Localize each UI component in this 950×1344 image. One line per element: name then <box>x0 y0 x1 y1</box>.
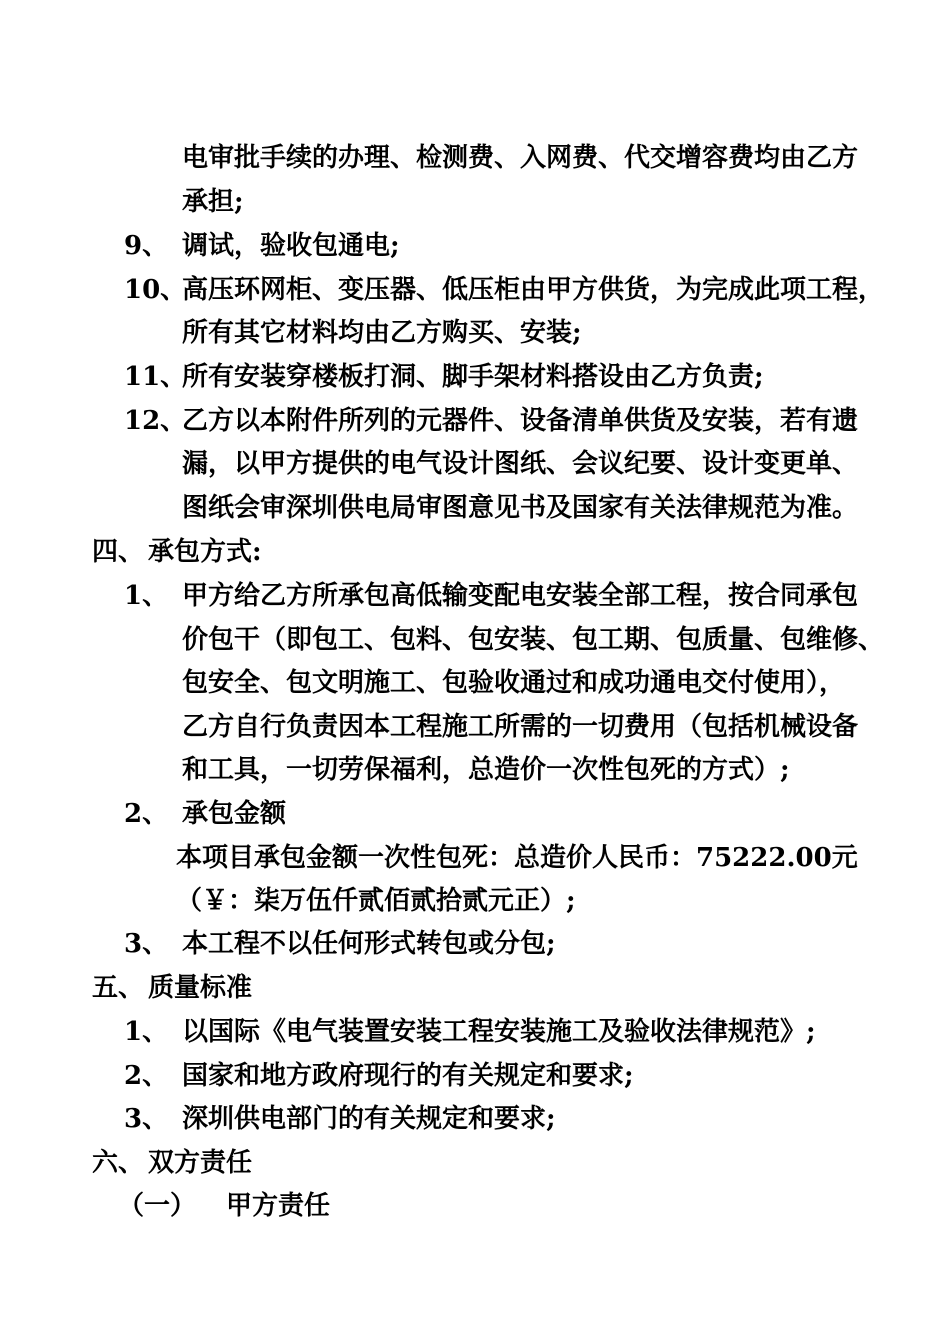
line-text: 承包金额 <box>182 799 287 829</box>
subsection-number: （一） <box>118 1191 197 1221</box>
item-number: 3、 <box>124 1104 169 1134</box>
item-number: 2、 <box>124 1061 169 1091</box>
line-text: 承担; <box>182 187 244 217</box>
section-number: 五、 <box>92 973 145 1003</box>
item-number: 11、 <box>124 362 187 392</box>
item-number: 9、 <box>124 231 169 261</box>
line-text: 本项目承包金额一次性包死：总造价人民币：75222.00元 <box>176 843 858 873</box>
line-text: 高压环网柜、变压器、低压柜由甲方供货，为完成此项工程， <box>182 275 885 305</box>
section-title: 承包方式: <box>148 537 262 567</box>
line-text: 乙方自行负责因本工程施工所需的一切费用（包括机械设备 <box>182 712 859 742</box>
line-text: 价包干（即包工、包料、包安装、包工期、包质量、包维修、 <box>182 625 885 655</box>
section-title: 质量标准 <box>148 973 253 1003</box>
line-text: （￥：柒万伍仟贰佰贰拾贰元正）; <box>176 886 576 916</box>
line-text: 调试，验收包通电; <box>182 231 400 261</box>
line-text: 和工具，一切劳保福利，总造价一次性包死的方式）; <box>182 755 790 785</box>
item-number: 10、 <box>124 275 187 305</box>
line-text: 深圳供电部门的有关规定和要求; <box>182 1104 556 1134</box>
section-number: 四、 <box>92 537 145 567</box>
item-number: 12、 <box>124 406 187 436</box>
line-text: 乙方以本附件所列的元器件、设备清单供货及安装，若有遗 <box>182 406 859 436</box>
item-number: 1、 <box>124 581 169 611</box>
line-text: 漏，以甲方提供的电气设计图纸、会议纪要、设计变更单、 <box>182 449 859 479</box>
line-text: 本工程不以任何形式转包或分包; <box>182 929 556 959</box>
section-title: 双方责任 <box>148 1148 253 1178</box>
section-number: 六、 <box>92 1148 145 1178</box>
item-number: 3、 <box>124 929 169 959</box>
line-text: 电审批手续的办理、检测费、入网费、代交增容费均由乙方 <box>182 143 859 173</box>
subsection-title: 甲方责任 <box>226 1191 331 1221</box>
line-text: 以国际《电气装置安装工程安装施工及验收法律规范》; <box>182 1017 816 1047</box>
line-text: 甲方给乙方所承包高低输变配电安装全部工程，按合同承包 <box>182 581 859 611</box>
item-number: 2、 <box>124 799 169 829</box>
item-number: 1、 <box>124 1017 169 1047</box>
line-text: 所有安装穿楼板打洞、脚手架材料搭设由乙方负责; <box>182 362 764 392</box>
line-text: 国家和地方政府现行的有关规定和要求; <box>182 1061 634 1091</box>
line-text: 所有其它材料均由乙方购买、安装; <box>182 318 582 348</box>
line-text: 图纸会审深圳供电局审图意见书及国家有关法律规范为准。 <box>182 493 859 523</box>
line-text: 包安全、包文明施工、包验收通过和成功通电交付使用）， <box>182 668 846 698</box>
